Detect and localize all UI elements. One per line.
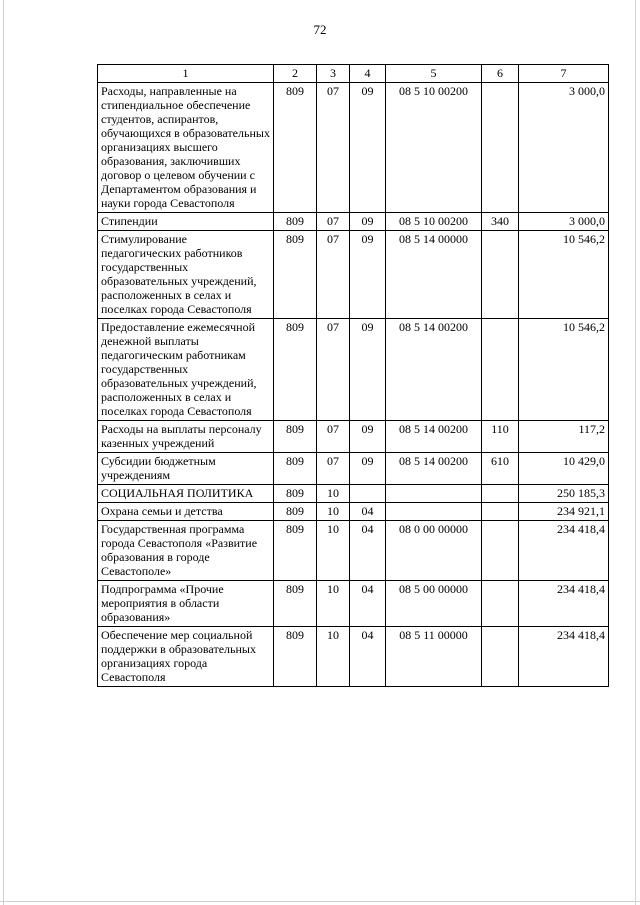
row-amount-cell: 234 921,1 [519, 503, 609, 521]
row-code-3-cell: 10 [317, 485, 350, 503]
row-code-5-cell: 08 5 14 00200 [386, 421, 482, 453]
scan-edge-right [635, 0, 636, 905]
row-code-4-cell: 04 [350, 503, 386, 521]
row-code-4-cell: 09 [350, 83, 386, 213]
row-name-cell: Субсидии бюджетным учреждениям [98, 453, 274, 485]
row-code-5-cell: 08 5 00 00000 [386, 581, 482, 627]
row-code-6-cell [482, 503, 519, 521]
row-code-5-cell: 08 0 00 00000 [386, 521, 482, 581]
row-code-2-cell: 809 [274, 581, 317, 627]
table-row [98, 421, 609, 453]
row-code-5-cell: 08 5 14 00200 [386, 453, 482, 485]
row-code-5-cell: 08 5 14 00000 [386, 231, 482, 319]
row-code-4-cell: 09 [350, 231, 386, 319]
row-name-cell: Расходы на выплаты персоналу казенных учреждений [98, 421, 274, 453]
row-amount-cell: 3 000,0 [519, 213, 609, 231]
row-code-3-cell: 07 [317, 213, 350, 231]
row-code-3-cell: 07 [317, 453, 350, 485]
row-code-2-cell: 809 [274, 503, 317, 521]
row-amount-cell: 10 546,2 [519, 231, 609, 319]
row-code-6-cell [482, 319, 519, 421]
row-code-5-cell: 08 5 14 00200 [386, 319, 482, 421]
row-code-6-cell: 110 [482, 421, 519, 453]
row-amount-cell: 10 546,2 [519, 319, 609, 421]
table-row [98, 503, 609, 521]
row-code-3-cell: 10 [317, 521, 350, 581]
page-number: 72 [313, 22, 327, 37]
column-header: 7 [519, 65, 609, 83]
row-code-6-cell [482, 581, 519, 627]
row-code-2-cell: 809 [274, 521, 317, 581]
table-header-row [98, 65, 609, 83]
column-header: 2 [274, 65, 317, 83]
row-code-6-cell [482, 231, 519, 319]
row-code-5-cell: 08 5 11 00000 [386, 627, 482, 687]
row-code-3-cell: 07 [317, 421, 350, 453]
row-name-cell: Подпрограмма «Прочие мероприятия в области образования» [98, 581, 274, 627]
table-row [98, 627, 609, 687]
row-code-3-cell: 07 [317, 319, 350, 421]
row-code-6-cell: 610 [482, 453, 519, 485]
row-code-6-cell [482, 521, 519, 581]
row-code-4-cell [350, 485, 386, 503]
table-row [98, 231, 609, 319]
row-code-5-cell [386, 503, 482, 521]
scan-edge-left [3, 0, 4, 905]
column-header: 6 [482, 65, 519, 83]
row-amount-cell: 3 000,0 [519, 83, 609, 213]
row-code-4-cell: 04 [350, 627, 386, 687]
table-row [98, 213, 609, 231]
table-row [98, 319, 609, 421]
row-code-2-cell: 809 [274, 231, 317, 319]
budget-table [97, 64, 609, 687]
table-row [98, 485, 609, 503]
row-code-2-cell: 809 [274, 421, 317, 453]
table-row [98, 521, 609, 581]
row-code-2-cell: 809 [274, 627, 317, 687]
row-amount-cell: 250 185,3 [519, 485, 609, 503]
row-name-cell: Обеспечение мер социальной поддержки в образовательных организациях города Севастополя [98, 627, 274, 687]
row-code-2-cell: 809 [274, 485, 317, 503]
table-row [98, 83, 609, 213]
row-code-6-cell [482, 627, 519, 687]
column-header: 3 [317, 65, 350, 83]
row-code-6-cell [482, 485, 519, 503]
table-row [98, 453, 609, 485]
row-code-4-cell: 04 [350, 521, 386, 581]
row-code-3-cell: 10 [317, 581, 350, 627]
row-amount-cell: 234 418,4 [519, 627, 609, 687]
row-code-4-cell: 09 [350, 213, 386, 231]
row-code-5-cell [386, 485, 482, 503]
row-name-cell: Расходы, направленные на стипендиальное обеспечение студентов, аспирантов, обучающихся в образовательных организациях высшего образования, заключивших договор о целевом обучении с Департаментом образования и науки города Севастополя [98, 83, 274, 213]
row-code-5-cell: 08 5 10 00200 [386, 83, 482, 213]
column-header: 5 [386, 65, 482, 83]
column-header: 1 [98, 65, 274, 83]
row-code-2-cell: 809 [274, 83, 317, 213]
column-header: 4 [350, 65, 386, 83]
table-body [98, 83, 609, 687]
row-amount-cell: 10 429,0 [519, 453, 609, 485]
row-code-2-cell: 809 [274, 319, 317, 421]
row-code-4-cell: 09 [350, 421, 386, 453]
row-code-2-cell: 809 [274, 213, 317, 231]
row-name-cell: Государственная программа города Севастополя «Развитие образования в городе Севастополе» [98, 521, 274, 581]
row-code-2-cell: 809 [274, 453, 317, 485]
row-code-6-cell: 340 [482, 213, 519, 231]
table-row [98, 581, 609, 627]
row-code-5-cell: 08 5 10 00200 [386, 213, 482, 231]
row-name-cell: Стимулирование педагогических работников государственных образовательных учреждений, расположенных в селах и поселках города Севастополя [98, 231, 274, 319]
row-code-3-cell: 10 [317, 503, 350, 521]
row-code-4-cell: 04 [350, 581, 386, 627]
row-code-4-cell: 09 [350, 453, 386, 485]
row-code-4-cell: 09 [350, 319, 386, 421]
row-name-cell: Охрана семьи и детства [98, 503, 274, 521]
row-name-cell: Предоставление ежемесячной денежной выплаты педагогическим работникам государственных образовательных учреждений, расположенных в селах и поселках города Севастополя [98, 319, 274, 421]
row-amount-cell: 117,2 [519, 421, 609, 453]
row-name-cell: Стипендии [98, 213, 274, 231]
row-code-3-cell: 07 [317, 231, 350, 319]
row-code-3-cell: 10 [317, 627, 350, 687]
row-amount-cell: 234 418,4 [519, 521, 609, 581]
scan-edge-bottom [0, 901, 640, 902]
row-code-6-cell [482, 83, 519, 213]
row-amount-cell: 234 418,4 [519, 581, 609, 627]
row-name-cell: СОЦИАЛЬНАЯ ПОЛИТИКА [98, 485, 274, 503]
row-code-3-cell: 07 [317, 83, 350, 213]
